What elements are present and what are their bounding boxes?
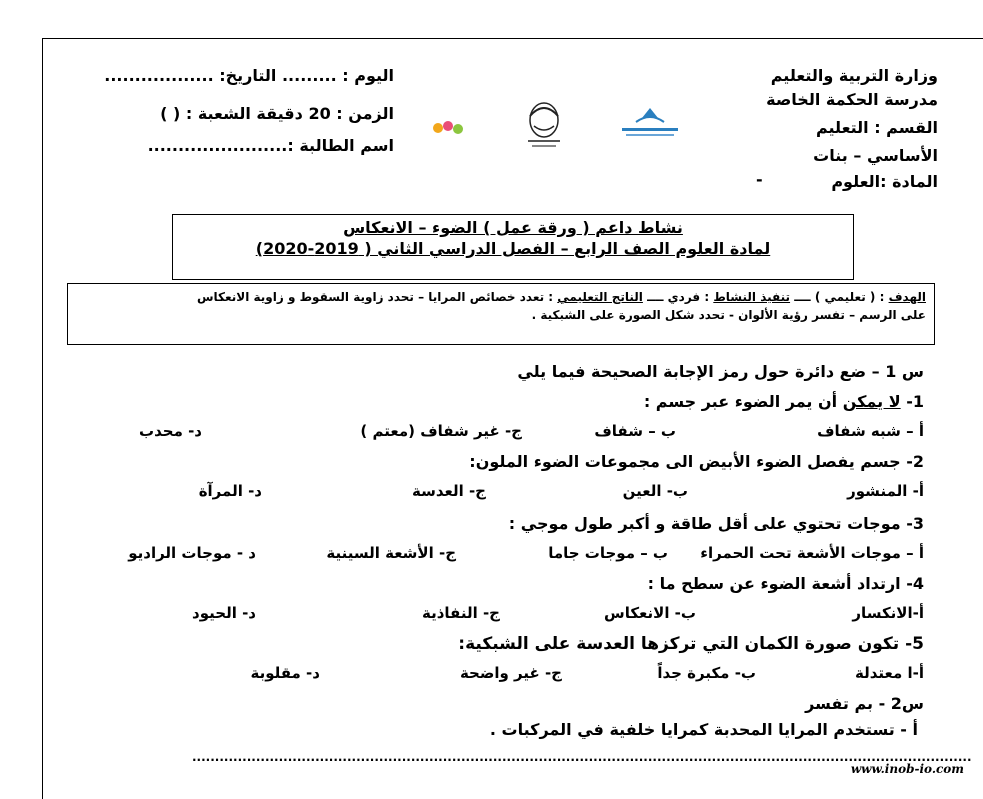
day-date-field: اليوم : ......... التاريخ: .................. — [104, 66, 394, 85]
q1-item-1-number: 1- — [900, 392, 924, 411]
level-label: الأساسي – بنات — [813, 146, 938, 165]
outcome-label: الناتج التعليمي — [557, 290, 643, 304]
q1-item-2-option-b[interactable]: ب- العين — [622, 482, 688, 500]
q1-item-1-underlined: لا يمكن — [842, 392, 901, 411]
q1-item-3-option-c[interactable]: ج- الأشعة السينية — [326, 544, 456, 562]
q1-item-5-option-b[interactable]: ب- مكبرة جداً — [657, 664, 756, 682]
ministry-label: وزارة التربية والتعليم — [770, 66, 938, 85]
title-box — [172, 214, 854, 280]
goal-label: الهدف — [888, 290, 926, 304]
q1-item-3-option-b[interactable]: ب – موجات جاما — [548, 544, 668, 562]
q2-heading: س2 - بم تفسر — [805, 694, 924, 713]
q1-item-2-option-d[interactable]: د- المرآة — [198, 482, 262, 500]
goal-line-1 — [76, 288, 926, 306]
year-of-rashid-logo — [512, 100, 576, 150]
title-line-1: نشاط داعم ( ورقة عمل ) الضوء – الانعكاس — [343, 218, 683, 237]
q1-item-1-rest: أن يمر الضوء عبر جسم : — [643, 392, 843, 411]
q2-item-a: أ - تستخدم المرايا المحدبة كمرايا خلفية في المركبات . — [489, 720, 918, 739]
goal-line-2: على الرسم – تفسر رؤية الألوان - تحدد شكل الصورة على الشبكية . — [531, 308, 926, 322]
outcome-text: : تعدد خصائص المرايا – تحدد زاوية السقوط و زاوية الانعكاس — [196, 290, 558, 304]
q1-heading: س 1 – ضع دائرة حول رمز الإجابة الصحيحة فيما يلي — [517, 362, 924, 381]
q1-item-1-option-b[interactable]: ب – شفاف — [594, 422, 676, 440]
q1-item-4-option-d[interactable]: د- الحيود — [192, 604, 256, 622]
q1-item-1-stem — [644, 392, 924, 411]
small-event-logo — [430, 118, 468, 138]
q1-item-2-option-a[interactable]: أ- المنشور — [847, 482, 924, 500]
q1-item-4-option-a[interactable]: أ-الانكسار — [852, 604, 924, 622]
school-logo-icon — [612, 104, 688, 142]
q1-item-5-option-d[interactable]: د- مقلوبة — [250, 664, 320, 682]
subject-label: المادة :العلوم — [831, 172, 938, 191]
q1-item-3-option-d[interactable]: د - موجات الراديو — [128, 544, 256, 562]
goal-box — [67, 283, 935, 345]
q1-item-1-option-a[interactable]: أ – شبه شفاف — [817, 422, 924, 440]
goal-text: : ( تعليمي ) ــــ — [790, 290, 889, 304]
department-label: القسم : التعليم — [815, 118, 938, 137]
footer-url: www.inob-io.com — [850, 762, 964, 776]
title-line-2: لمادة العلوم الصف الرابع – الفصل الدراسي الثاني ( 2019-2020) — [255, 239, 771, 258]
q1-item-4-stem: 4- ارتداد أشعة الضوء عن سطح ما : — [647, 574, 924, 593]
q1-item-1-option-c[interactable]: ج- غير شفاف (معتم ) — [360, 422, 522, 440]
q1-item-5-option-c[interactable]: ج- غير واضحة — [459, 664, 562, 682]
q1-item-4-option-b[interactable]: ب- الانعكاس — [604, 604, 696, 622]
subject-dash: - — [756, 170, 763, 189]
q1-item-3-stem: 3- موجات تحتوي على أقل طاقة و أكبر طول موجي : — [508, 514, 924, 533]
q1-item-4-option-c[interactable]: ج- النفاذية — [421, 604, 500, 622]
answer-line[interactable]: ........................................................................................................................................................................... — [192, 750, 972, 764]
q1-item-1-option-d[interactable]: د- محدب — [139, 422, 202, 440]
q1-item-2-option-c[interactable]: ج- العدسة — [411, 482, 486, 500]
q1-item-2-stem: 2- جسم يفصل الضوء الأبيض الى مجموعات الضوء الملون: — [469, 452, 924, 471]
school-label: مدرسة الحكمة الخاصة — [766, 90, 938, 109]
q1-item-5-stem: 5- تكون صورة الكمان التي تركزها العدسة على الشبكية: — [458, 634, 924, 654]
time-section-field: الزمن : 20 دقيقة الشعبة : ( ) — [160, 104, 394, 123]
exec-text: : فردي ــــ — [642, 290, 714, 304]
q1-item-3-option-a[interactable]: أ – موجات الأشعة تحت الحمراء — [700, 544, 924, 562]
exec-label: تنفيذ النشاط — [713, 290, 791, 304]
q1-item-5-option-a[interactable]: أ-ا معتدلة — [854, 664, 924, 682]
student-name-field: اسم الطالبة :....................... — [147, 136, 394, 155]
